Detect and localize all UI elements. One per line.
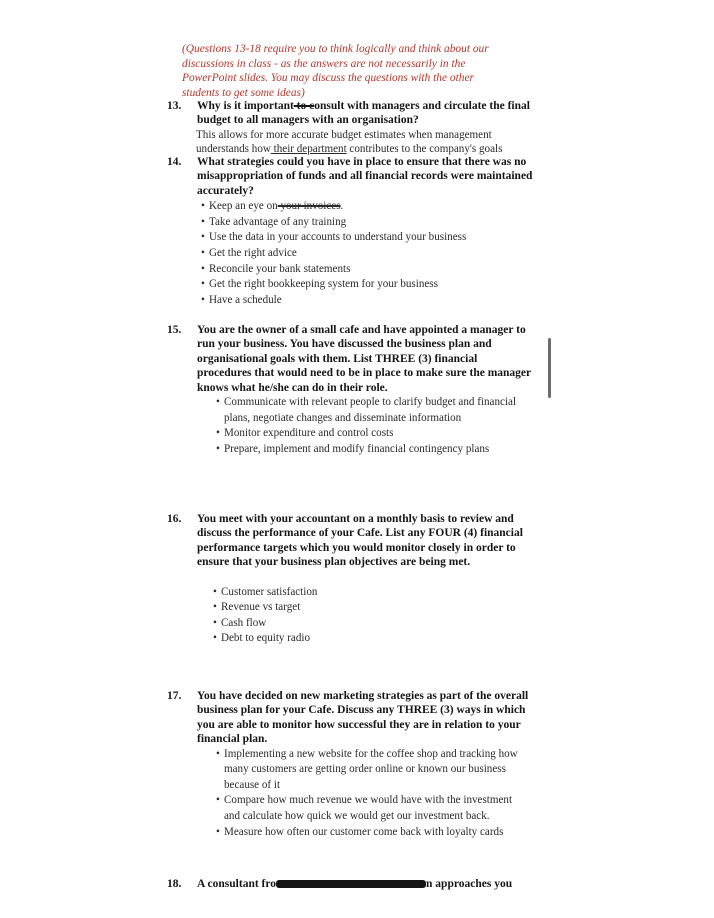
question-13-number: 13. xyxy=(167,100,182,112)
question-14-answer-list xyxy=(182,199,542,308)
question-13 xyxy=(167,99,542,157)
list-item: • Cash flow xyxy=(213,616,267,629)
question-16 xyxy=(167,512,534,647)
question-14-text xyxy=(167,155,542,198)
list-item: • Communicate with relevant people to clarify budget and financial plans, negotiate changes and disseminate information xyxy=(216,396,517,424)
question-15-number: 15. xyxy=(167,324,182,336)
question-15 xyxy=(167,323,534,457)
question-13-text-b: onsult with managers and circulate the final budget to all managers with an organisation? xyxy=(197,100,530,127)
question-13-answer-underlined: their department xyxy=(270,143,347,156)
list-item: • Keep an eye on your invoices. xyxy=(201,200,344,213)
question-13-answer xyxy=(182,128,542,157)
question-16-prompt: You meet with your accountant on a monthly basis to review and discuss the performance of your Cafe. List any FOUR (4) financial performance targets which you would monitor closely in order to ensure that your business plan objectives are being met. xyxy=(197,513,523,569)
question-18-number: 18. xyxy=(167,878,182,890)
list-item: • Use the data in your accounts to understand your business xyxy=(201,231,467,244)
list-item: • Get the right advice xyxy=(201,247,297,259)
redaction-mark xyxy=(276,880,426,888)
question-13-text xyxy=(167,99,542,128)
question-15-prompt: You are the owner of a small cafe and have appointed a manager to run your business. You have discussed the business plan and organisational goals with them. List THREE (3) financial procedures that would need to be in place to make sure the manager knows what he/she can do in their role. xyxy=(197,324,531,394)
question-18-text xyxy=(167,877,542,891)
question-17-text xyxy=(167,689,534,747)
question-17-answer-list xyxy=(182,747,534,841)
question-18-text-b: n approaches you xyxy=(426,878,513,890)
question-17-number: 17. xyxy=(167,690,182,702)
question-18 xyxy=(167,877,542,891)
question-16-number: 16. xyxy=(167,513,182,525)
question-13-answer-a: This allows for more accurate budget estimates when management understands how xyxy=(196,128,492,156)
question-13-text-strike: to c xyxy=(293,100,315,112)
question-13-answer-b: contributes to the company's goals xyxy=(346,143,503,156)
question-18-text-a: A consultant fro xyxy=(197,878,277,890)
question-15-text xyxy=(167,323,534,395)
list-item: • Revenue vs target xyxy=(213,601,301,614)
list-item: • Have a schedule xyxy=(201,293,282,306)
list-item: • Customer satisfaction xyxy=(213,585,318,598)
list-item: • Monitor expenditure and control costs xyxy=(216,427,394,440)
list-item: • Get the right bookkeeping system for your business xyxy=(201,278,438,291)
question-14-prompt: What strategies could you have in place to ensure that there was no misappropriation of funds and all financial records were maintained accurately? xyxy=(197,156,533,197)
list-item: • Debt to equity radio xyxy=(213,632,311,645)
list-item: • Implementing a new website for the coffee shop and tracking how many customers are getting order online or known our business because of it xyxy=(216,747,518,791)
question-17 xyxy=(167,689,534,840)
question-14-number: 14. xyxy=(167,156,182,168)
intro-note xyxy=(182,42,512,101)
list-item: • Take advantage of any training xyxy=(201,215,347,228)
list-item: • Measure how often our customer come back with loyalty cards xyxy=(216,825,504,838)
question-16-text xyxy=(167,512,534,570)
scrollbar-thumb[interactable] xyxy=(548,338,551,398)
question-13-text-a: Why is it important xyxy=(197,100,294,112)
question-15-answer-list xyxy=(182,395,534,457)
question-14 xyxy=(167,155,542,308)
list-item: • Prepare, implement and modify financial contingency plans xyxy=(216,442,490,455)
intro-text: (Questions 13-18 require you to think logically and think about our discussions in class - as the answers are not necessarily in the PowerPoint slides. You may discuss the questions with the other students to get some ideas) xyxy=(182,43,489,100)
question-17-prompt: You have decided on new marketing strategies as part of the overall business plan for your Cafe. Discuss any THREE (3) ways in which you are able to monitor how successful they are in relation to your financial plan. xyxy=(197,690,529,746)
list-item: • Reconcile your bank statements xyxy=(201,262,351,275)
question-16-answer-list xyxy=(182,585,534,647)
list-item: • Compare how much revenue we would have with the investment and calculate how quick we would get our investment back. xyxy=(216,794,513,822)
